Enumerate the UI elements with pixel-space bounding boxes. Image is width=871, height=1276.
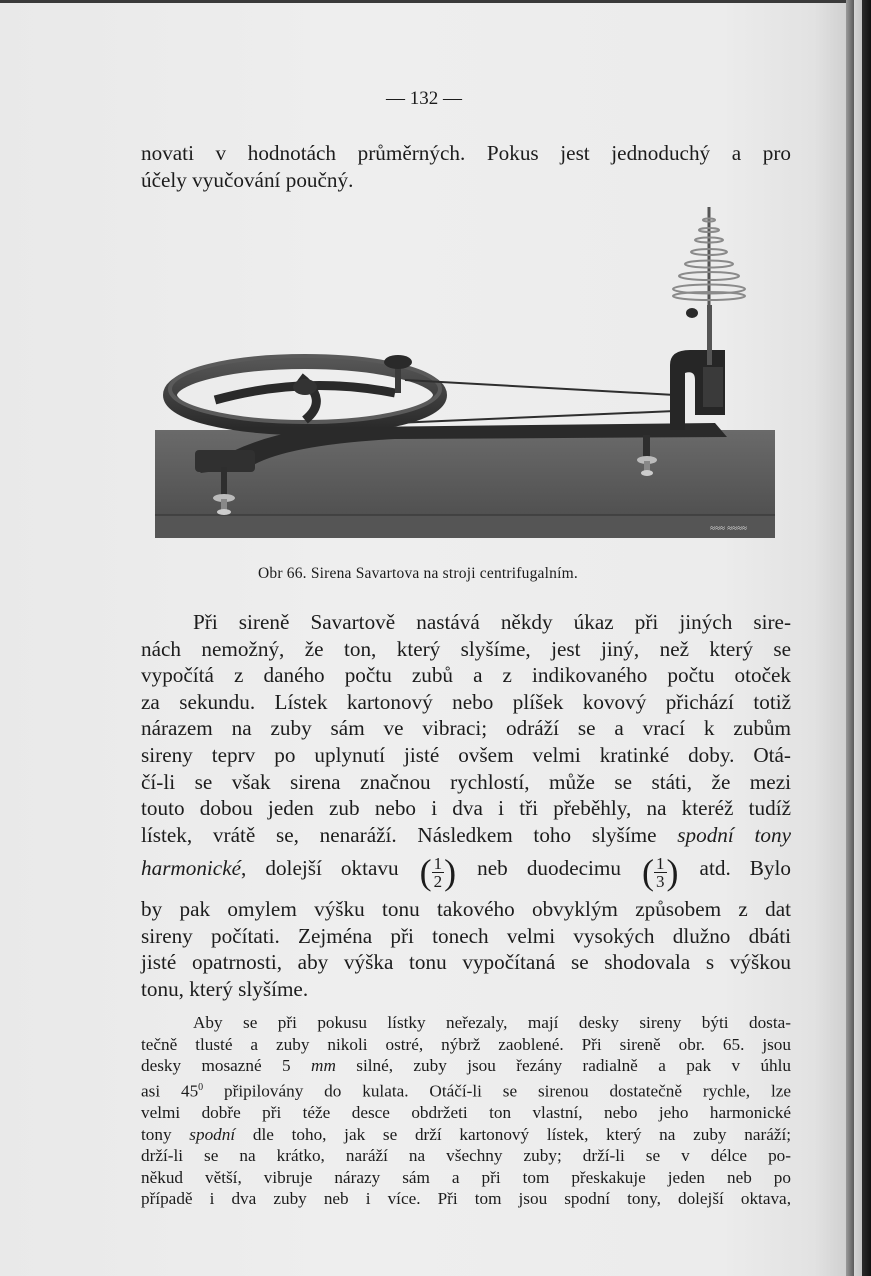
degree-superscript: 0 [198, 1081, 204, 1093]
page-edge-shadow [846, 0, 854, 1276]
text-line: sireny teprv po uplynutí jisté ovšem velmi kratinké doby. Otá- [141, 742, 791, 767]
italic-term: spodní tony [677, 822, 791, 847]
text-line [141, 1124, 791, 1146]
text-segment: tony [141, 1124, 190, 1144]
spindle-housing [670, 305, 725, 430]
text-line: nách nemožný, že ton, který slyšíme, jest jiný, než který se [141, 636, 791, 661]
text-line [141, 822, 791, 849]
text-segment: dle toho, jak se drží kartonový lístek, který na zuby naráží; [235, 1124, 792, 1144]
text-line: vypočítá z daného počtu zubů a z indikovaného počtu otoček [141, 663, 791, 688]
text-line: velmi dobře při téže desce obdržeti ton vlastní, nebo jeho harmonické [141, 1103, 791, 1123]
fraction-numerator: 1 [656, 853, 665, 873]
text-line: tonu, který slyšíme. [141, 976, 309, 1001]
italic-unit: mm [311, 1056, 336, 1076]
text-segment: desky mosazné 5 [141, 1056, 312, 1076]
siren-illustration [155, 205, 775, 538]
text-line: Aby se při pokusu lístky neřezaly, mají desky sireny býti dosta- [193, 1013, 791, 1032]
text-line: Při sireně Savartově nastává někdy úkaz při jiných sire- [193, 610, 791, 634]
text-line: nárazem na zuby sám ve vibraci; odráží se a vrací k zubům [141, 716, 791, 741]
text-line: případě i dva zuby neb i více. Při tom jsou spodní tony, dolejší oktava, [141, 1189, 791, 1209]
fraction-denominator: 3 [656, 871, 665, 891]
text-line [141, 1077, 791, 1102]
intro-text [141, 140, 791, 193]
siren-disc-stack [673, 207, 745, 307]
italic-term: spodní [189, 1124, 236, 1144]
text-line [141, 1055, 791, 1077]
page-top-edge [0, 0, 871, 3]
text-segment: připilovány do kulata. Otáčí-li se sirenou dostatečně rychle, lze [203, 1081, 792, 1101]
fraction-denominator: 2 [433, 871, 443, 891]
text-segment: silné, zuby jsou řezány radialně a pak v úhlu [335, 1056, 792, 1076]
figure-caption: Obr 66. Sirena Savartova na stroji centrifugalním. [258, 565, 578, 582]
text-segment: asi 45 [141, 1081, 199, 1101]
fraction-one-third: ( $\frac{1}{3}$ ) [642, 852, 679, 893]
page-number: — 132 — [386, 88, 462, 109]
text-line: drží-li se na krátko, naráží na všechny zuby; drží-li se v délce po- [141, 1146, 791, 1166]
fraction-line [141, 848, 791, 893]
engraver-signature: ≈≈≈ ≈≈≈≈ [710, 523, 747, 533]
text-line: sireny počítati. Zejména při tonech velmi vysokých dlužno dbáti [141, 923, 791, 948]
text-line [141, 848, 791, 893]
text-segment: , dolejší oktavu [241, 856, 418, 880]
text-line: čí-li se však sirena značnou rychlostí, může se státi, že mezi [141, 769, 791, 794]
text-line: novati v hodnotách průměrných. Pokus jest jednoduchý a pro [141, 141, 791, 165]
text-line: tečně tlusté a zuby nikoli ostré, nýbrž zaoblené. Při sireně obr. 65. jsou [141, 1034, 791, 1054]
italic-term: harmonické [141, 856, 242, 880]
text-line: za sekundu. Lístek kartonový nebo plíšek kovový přichází totiž [141, 689, 791, 714]
figure-savart-siren-photo [155, 205, 775, 538]
text-line: touto dobou jeden zub nebo i dva i tři přeběhly, na kteréž tudíž [141, 796, 791, 821]
text-segment: lístek, vrátě se, nenaráží. Následkem toho slyšíme [141, 822, 678, 847]
text-line: by pak omylem výšku tonu takového obvyklým způsobem z dat [141, 897, 791, 921]
binding-edge [862, 0, 871, 1276]
text-line: někud větší, vibruje nárazy sám a při tom přeskakuje jeden neb po [141, 1167, 791, 1187]
fraction-one-half: ( $\frac{1}{2}$ ) [419, 852, 457, 893]
text-segment: atd. Bylo [680, 856, 791, 880]
text-line: účely vyučování poučný. [141, 167, 354, 192]
paragraph-1-tail [141, 896, 791, 1002]
text-segment: neb duodecimu [458, 856, 641, 880]
fraction-numerator: 1 [433, 853, 443, 873]
paragraph-1 [141, 609, 791, 848]
text-line: jisté opatrnosti, aby výška tonu vypočítaná se shodovala s výškou [141, 950, 791, 975]
paragraph-2-small-print [141, 1012, 791, 1210]
